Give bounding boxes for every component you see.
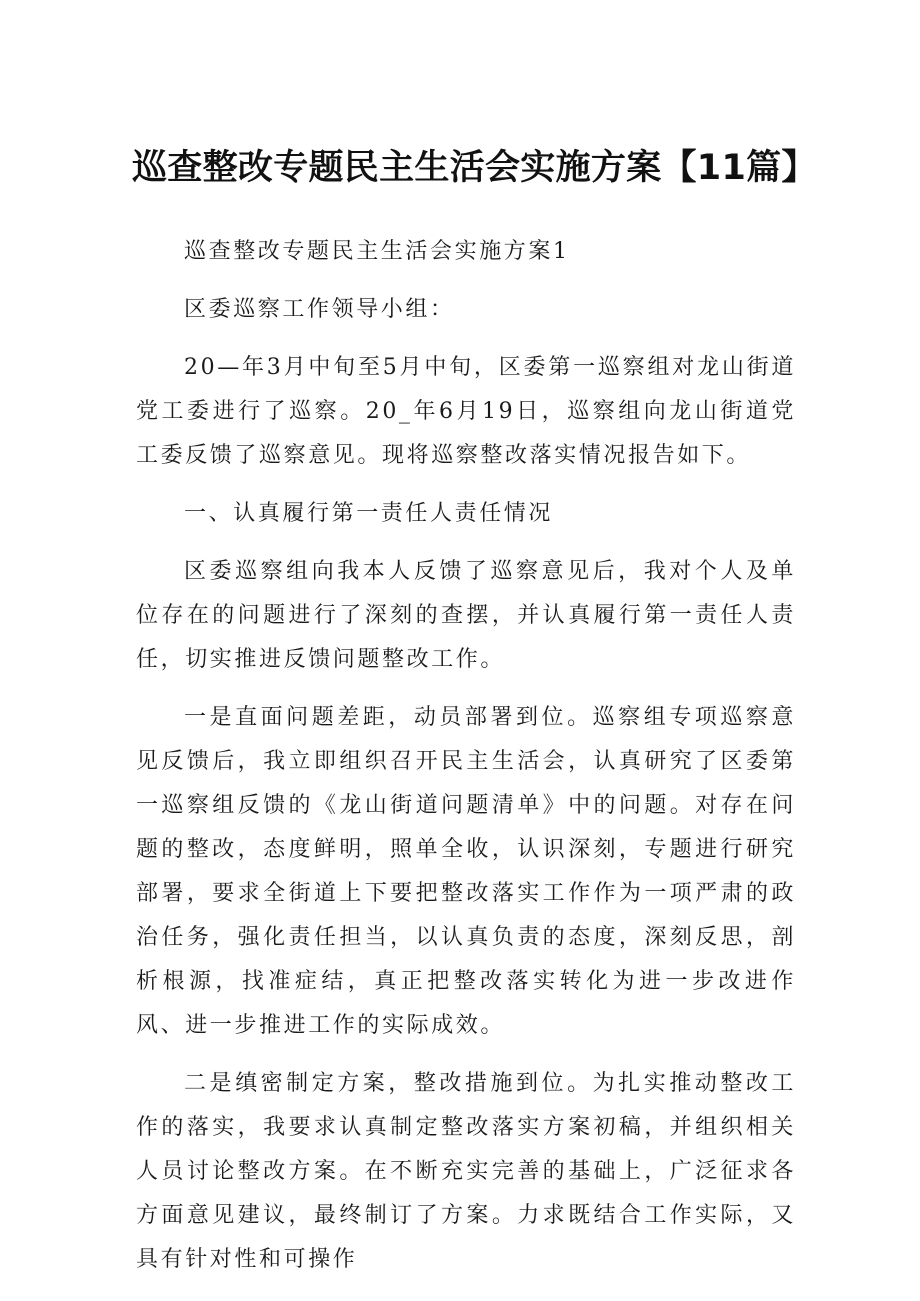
section-heading: 一、认真履行第一责任人责任情况 (184, 501, 554, 526)
document-body (136, 230, 796, 1296)
document-subtitle: 巡查整改专题民主生活会实施方案1 (184, 239, 570, 264)
paragraph-point-two: 二是缜密制定方案，整改措施到位。为扎实推动整改工作的落实，我要求认真制定整改落实方案初稿，并组织相关人员讨论整改方案。在不断充实完善的基础上，广泛征求各方面意见建议，最终制订了方案。力求既结合工作实际，又具有针对性和可操作 (136, 1071, 796, 1272)
addressee-line: 区委巡察工作领导小组： (184, 297, 455, 322)
document-title: 巡查整改专题民主生活会实施方案【11篇】 (132, 148, 817, 188)
paragraph-intro: 20—年3月中旬至5月中旬，区委第一巡察组对龙山街道党工委进行了巡察。20_年6月19日，巡察组向龙山街道党工委反馈了巡察意见。现将巡察整改落实情况报告如下。 (136, 355, 796, 468)
paragraph-point-one: 一是直面问题差距，动员部署到位。巡察组专项巡察意见反馈后，我立即组织召开民主生活会，认真研究了区委第一巡察组反馈的《龙山街道问题清单》中的问题。对存在问题的整改，态度鲜明，照单全收，认识深刻，专题进行研究部署，要求全街道上下要把整改落实工作作为一项严肃的政治任务，强化责任担当，以认真负责的态度，深刻反思，剖析根源，找准症结，真正把整改落实转化为进一步改进作风、进一步推进工作的实际成效。 (136, 705, 796, 1038)
paragraph-feedback: 区委巡察组向我本人反馈了巡察意见后，我对个人及单位存在的问题进行了深刻的查摆，并认真履行第一责任人责任，切实推进反馈问题整改工作。 (136, 559, 796, 672)
